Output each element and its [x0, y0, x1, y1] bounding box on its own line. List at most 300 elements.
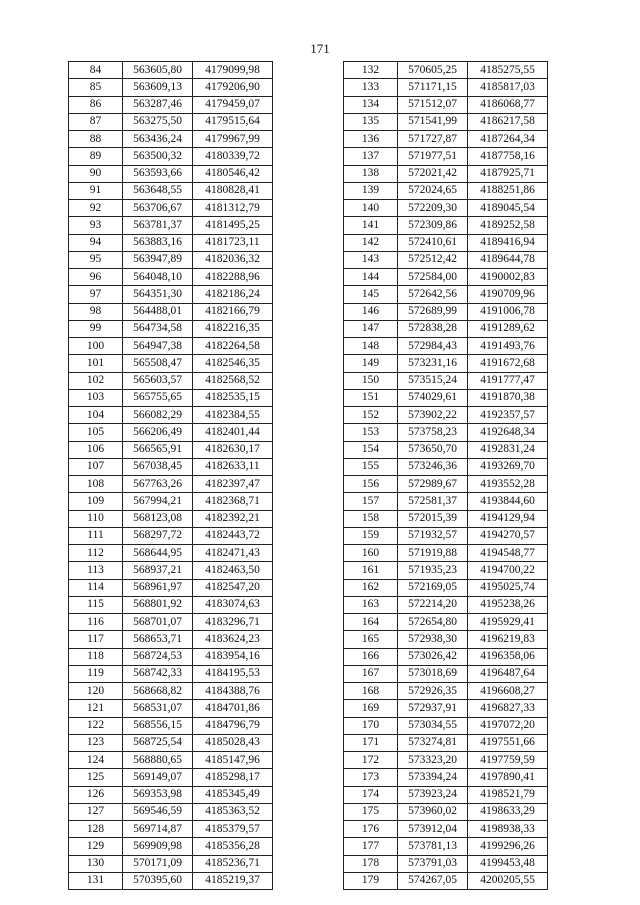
x-coordinate-cell: 568937,21 — [123, 562, 193, 579]
table-row — [69, 407, 273, 424]
x-coordinate-cell: 571935,23 — [398, 562, 468, 579]
point-number-cell: 154 — [344, 441, 398, 458]
point-number-cell: 113 — [69, 562, 123, 579]
point-number-cell: 169 — [344, 700, 398, 717]
x-coordinate-cell: 572309,86 — [398, 217, 468, 234]
point-number-cell: 157 — [344, 493, 398, 510]
y-coordinate-cell: 4185363,52 — [193, 803, 273, 820]
x-coordinate-cell: 574267,05 — [398, 872, 468, 889]
table-row — [344, 389, 548, 406]
y-coordinate-cell: 4192357,57 — [468, 407, 548, 424]
x-coordinate-cell: 568644,95 — [123, 545, 193, 562]
y-coordinate-cell: 4198938,33 — [468, 821, 548, 838]
x-coordinate-cell: 573394,24 — [398, 769, 468, 786]
x-coordinate-cell: 563287,46 — [123, 96, 193, 113]
y-coordinate-cell: 4180828,41 — [193, 182, 273, 199]
y-coordinate-cell: 4186217,58 — [468, 113, 548, 130]
table-row — [69, 217, 273, 234]
point-number-cell: 146 — [344, 303, 398, 320]
x-coordinate-cell: 571919,88 — [398, 545, 468, 562]
y-coordinate-cell: 4190709,96 — [468, 286, 548, 303]
y-coordinate-cell: 4185028,43 — [193, 734, 273, 751]
x-coordinate-cell: 571932,57 — [398, 527, 468, 544]
x-coordinate-cell: 563947,89 — [123, 251, 193, 268]
table-row — [344, 407, 548, 424]
x-coordinate-cell: 573274,81 — [398, 734, 468, 751]
x-coordinate-cell: 567038,45 — [123, 458, 193, 475]
table-row — [344, 338, 548, 355]
x-coordinate-cell: 572838,28 — [398, 320, 468, 337]
table-row — [344, 251, 548, 268]
table-row — [344, 217, 548, 234]
table-row — [69, 269, 273, 286]
table-row — [69, 200, 273, 217]
y-coordinate-cell: 4188251,86 — [468, 182, 548, 199]
table-row — [344, 200, 548, 217]
table-row — [344, 113, 548, 130]
table-row — [69, 493, 273, 510]
y-coordinate-cell: 4183954,16 — [193, 648, 273, 665]
x-coordinate-cell: 572015,39 — [398, 510, 468, 527]
x-coordinate-cell: 573034,55 — [398, 717, 468, 734]
point-number-cell: 152 — [344, 407, 398, 424]
x-coordinate-cell: 573018,69 — [398, 665, 468, 682]
y-coordinate-cell: 4184796,79 — [193, 717, 273, 734]
x-coordinate-cell: 572642,56 — [398, 286, 468, 303]
point-number-cell: 153 — [344, 424, 398, 441]
y-coordinate-cell: 4182368,71 — [193, 493, 273, 510]
y-coordinate-cell: 4193552,28 — [468, 476, 548, 493]
point-number-cell: 116 — [69, 614, 123, 631]
table-row — [344, 769, 548, 786]
page-number: 171 — [310, 41, 330, 56]
y-coordinate-cell: 4182535,15 — [193, 389, 273, 406]
table-row — [344, 79, 548, 96]
table-row — [344, 734, 548, 751]
y-coordinate-cell: 4197072,20 — [468, 717, 548, 734]
y-coordinate-cell: 4179099,98 — [193, 62, 273, 79]
x-coordinate-cell: 573323,20 — [398, 752, 468, 769]
point-number-cell: 84 — [69, 62, 123, 79]
x-coordinate-cell: 563883,16 — [123, 234, 193, 251]
point-number-cell: 95 — [69, 251, 123, 268]
point-number-cell: 107 — [69, 458, 123, 475]
point-number-cell: 176 — [344, 821, 398, 838]
point-number-cell: 151 — [344, 389, 398, 406]
y-coordinate-cell: 4182166,79 — [193, 303, 273, 320]
point-number-cell: 133 — [344, 79, 398, 96]
y-coordinate-cell: 4197759,59 — [468, 752, 548, 769]
y-coordinate-cell: 4179459,07 — [193, 96, 273, 113]
x-coordinate-cell: 563500,32 — [123, 148, 193, 165]
x-coordinate-cell: 564734,58 — [123, 320, 193, 337]
point-number-cell: 87 — [69, 113, 123, 130]
table-row — [344, 131, 548, 148]
y-coordinate-cell: 4184388,76 — [193, 683, 273, 700]
x-coordinate-cell: 573781,13 — [398, 838, 468, 855]
x-coordinate-cell: 573758,23 — [398, 424, 468, 441]
x-coordinate-cell: 572024,65 — [398, 182, 468, 199]
y-coordinate-cell: 4183074,63 — [193, 596, 273, 613]
y-coordinate-cell: 4195025,74 — [468, 579, 548, 596]
x-coordinate-cell: 572926,35 — [398, 683, 468, 700]
point-number-cell: 93 — [69, 217, 123, 234]
y-coordinate-cell: 4180546,42 — [193, 165, 273, 182]
point-number-cell: 127 — [69, 803, 123, 820]
point-number-cell: 102 — [69, 372, 123, 389]
y-coordinate-cell: 4191870,38 — [468, 389, 548, 406]
point-number-cell: 101 — [69, 355, 123, 372]
table-row — [344, 648, 548, 665]
table-row — [344, 596, 548, 613]
point-number-cell: 147 — [344, 320, 398, 337]
point-number-cell: 140 — [344, 200, 398, 217]
table-row — [69, 320, 273, 337]
point-number-cell: 112 — [69, 545, 123, 562]
y-coordinate-cell: 4179967,99 — [193, 131, 273, 148]
point-number-cell: 177 — [344, 838, 398, 855]
x-coordinate-cell: 563648,55 — [123, 182, 193, 199]
x-coordinate-cell: 573923,24 — [398, 786, 468, 803]
x-coordinate-cell: 568556,15 — [123, 717, 193, 734]
table-row — [69, 234, 273, 251]
table-row — [344, 527, 548, 544]
y-coordinate-cell: 4198521,79 — [468, 786, 548, 803]
point-number-cell: 119 — [69, 665, 123, 682]
x-coordinate-cell: 572654,80 — [398, 614, 468, 631]
point-number-cell: 150 — [344, 372, 398, 389]
table-row — [344, 476, 548, 493]
x-coordinate-cell: 567763,26 — [123, 476, 193, 493]
x-coordinate-cell: 565755,65 — [123, 389, 193, 406]
y-coordinate-cell: 4190002,83 — [468, 269, 548, 286]
table-row — [69, 614, 273, 631]
y-coordinate-cell: 4182547,20 — [193, 579, 273, 596]
x-coordinate-cell: 568801,92 — [123, 596, 193, 613]
x-coordinate-cell: 568668,82 — [123, 683, 193, 700]
x-coordinate-cell: 565508,47 — [123, 355, 193, 372]
table-row — [69, 734, 273, 751]
x-coordinate-cell: 571171,15 — [398, 79, 468, 96]
y-coordinate-cell: 4197551,66 — [468, 734, 548, 751]
y-coordinate-cell: 4182036,32 — [193, 251, 273, 268]
x-coordinate-cell: 571977,51 — [398, 148, 468, 165]
y-coordinate-cell: 4184701,86 — [193, 700, 273, 717]
point-number-cell: 118 — [69, 648, 123, 665]
x-coordinate-cell: 573650,70 — [398, 441, 468, 458]
x-coordinate-cell: 563706,67 — [123, 200, 193, 217]
point-number-cell: 164 — [344, 614, 398, 631]
x-coordinate-cell: 573246,36 — [398, 458, 468, 475]
x-coordinate-cell: 569546,59 — [123, 803, 193, 820]
point-number-cell: 174 — [344, 786, 398, 803]
y-coordinate-cell: 4185379,57 — [193, 821, 273, 838]
point-number-cell: 120 — [69, 683, 123, 700]
point-number-cell: 149 — [344, 355, 398, 372]
point-number-cell: 145 — [344, 286, 398, 303]
y-coordinate-cell: 4189416,94 — [468, 234, 548, 251]
x-coordinate-cell: 572512,42 — [398, 251, 468, 268]
table-row — [344, 355, 548, 372]
point-number-cell: 126 — [69, 786, 123, 803]
y-coordinate-cell: 4181495,25 — [193, 217, 273, 234]
x-coordinate-cell: 569714,87 — [123, 821, 193, 838]
x-coordinate-cell: 568742,33 — [123, 665, 193, 682]
y-coordinate-cell: 4182630,17 — [193, 441, 273, 458]
table-row — [69, 596, 273, 613]
y-coordinate-cell: 4185817,03 — [468, 79, 548, 96]
x-coordinate-cell: 573791,03 — [398, 855, 468, 872]
point-number-cell: 141 — [344, 217, 398, 234]
table-row — [69, 165, 273, 182]
table-row — [344, 838, 548, 855]
point-number-cell: 134 — [344, 96, 398, 113]
table-row — [344, 441, 548, 458]
x-coordinate-cell: 563436,24 — [123, 131, 193, 148]
table-row — [69, 286, 273, 303]
table-row — [344, 579, 548, 596]
table-row — [69, 665, 273, 682]
point-number-cell: 171 — [344, 734, 398, 751]
x-coordinate-cell: 563605,80 — [123, 62, 193, 79]
y-coordinate-cell: 4185356,28 — [193, 838, 273, 855]
table-row — [344, 717, 548, 734]
point-number-cell: 94 — [69, 234, 123, 251]
table-row — [344, 234, 548, 251]
y-coordinate-cell: 4199453,48 — [468, 855, 548, 872]
x-coordinate-cell: 573902,22 — [398, 407, 468, 424]
x-coordinate-cell: 568653,71 — [123, 631, 193, 648]
table-row — [344, 562, 548, 579]
y-coordinate-cell: 4191777,47 — [468, 372, 548, 389]
table-row — [69, 562, 273, 579]
table-row — [69, 251, 273, 268]
x-coordinate-cell: 563781,37 — [123, 217, 193, 234]
y-coordinate-cell: 4189644,78 — [468, 251, 548, 268]
table-row — [344, 493, 548, 510]
x-coordinate-cell: 570605,25 — [398, 62, 468, 79]
y-coordinate-cell: 4181312,79 — [193, 200, 273, 217]
y-coordinate-cell: 4189252,58 — [468, 217, 548, 234]
table-row — [344, 372, 548, 389]
point-number-cell: 161 — [344, 562, 398, 579]
y-coordinate-cell: 4187264,34 — [468, 131, 548, 148]
table-row — [69, 803, 273, 820]
table-row — [344, 320, 548, 337]
point-number-cell: 109 — [69, 493, 123, 510]
table-row — [344, 165, 548, 182]
point-number-cell: 175 — [344, 803, 398, 820]
y-coordinate-cell: 4196487,64 — [468, 665, 548, 682]
x-coordinate-cell: 573960,02 — [398, 803, 468, 820]
y-coordinate-cell: 4193269,70 — [468, 458, 548, 475]
x-coordinate-cell: 571512,07 — [398, 96, 468, 113]
x-coordinate-cell: 573231,16 — [398, 355, 468, 372]
point-number-cell: 165 — [344, 631, 398, 648]
point-number-cell: 143 — [344, 251, 398, 268]
point-number-cell: 130 — [69, 855, 123, 872]
y-coordinate-cell: 4179206,90 — [193, 79, 273, 96]
point-number-cell: 135 — [344, 113, 398, 130]
x-coordinate-cell: 568725,54 — [123, 734, 193, 751]
table-row — [69, 648, 273, 665]
y-coordinate-cell: 4192831,24 — [468, 441, 548, 458]
y-coordinate-cell: 4182471,43 — [193, 545, 273, 562]
x-coordinate-cell: 573912,04 — [398, 821, 468, 838]
x-coordinate-cell: 572209,30 — [398, 200, 468, 217]
point-number-cell: 124 — [69, 752, 123, 769]
table-row — [344, 510, 548, 527]
x-coordinate-cell: 564488,01 — [123, 303, 193, 320]
x-coordinate-cell: 573026,42 — [398, 648, 468, 665]
point-number-cell: 167 — [344, 665, 398, 682]
point-number-cell: 138 — [344, 165, 398, 182]
y-coordinate-cell: 4186068,77 — [468, 96, 548, 113]
table-row — [344, 182, 548, 199]
table-row — [344, 545, 548, 562]
table-row — [69, 62, 273, 79]
x-coordinate-cell: 572214,20 — [398, 596, 468, 613]
coordinates-table-left — [68, 61, 273, 890]
point-number-cell: 89 — [69, 148, 123, 165]
point-number-cell: 114 — [69, 579, 123, 596]
y-coordinate-cell: 4194129,94 — [468, 510, 548, 527]
point-number-cell: 121 — [69, 700, 123, 717]
x-coordinate-cell: 572410,61 — [398, 234, 468, 251]
table-row — [344, 872, 548, 889]
table-row — [69, 545, 273, 562]
table-row — [69, 769, 273, 786]
y-coordinate-cell: 4182264,58 — [193, 338, 273, 355]
table-row — [344, 303, 548, 320]
point-number-cell: 91 — [69, 182, 123, 199]
point-number-cell: 173 — [344, 769, 398, 786]
y-coordinate-cell: 4193844,60 — [468, 493, 548, 510]
x-coordinate-cell: 569909,98 — [123, 838, 193, 855]
x-coordinate-cell: 568123,08 — [123, 510, 193, 527]
y-coordinate-cell: 4184195,53 — [193, 665, 273, 682]
y-coordinate-cell: 4182443,72 — [193, 527, 273, 544]
y-coordinate-cell: 4196827,33 — [468, 700, 548, 717]
y-coordinate-cell: 4182546,35 — [193, 355, 273, 372]
table-row — [69, 182, 273, 199]
table-row — [344, 148, 548, 165]
table-row — [344, 665, 548, 682]
x-coordinate-cell: 572021,42 — [398, 165, 468, 182]
point-number-cell: 105 — [69, 424, 123, 441]
y-coordinate-cell: 4198633,29 — [468, 803, 548, 820]
point-number-cell: 179 — [344, 872, 398, 889]
table-row — [69, 389, 273, 406]
x-coordinate-cell: 568961,97 — [123, 579, 193, 596]
table-row — [69, 683, 273, 700]
y-coordinate-cell: 4185147,96 — [193, 752, 273, 769]
table-row — [344, 786, 548, 803]
table-row — [69, 872, 273, 889]
table-row — [344, 96, 548, 113]
table-row — [69, 579, 273, 596]
y-coordinate-cell: 4180339,72 — [193, 148, 273, 165]
x-coordinate-cell: 572984,43 — [398, 338, 468, 355]
x-coordinate-cell: 570171,09 — [123, 855, 193, 872]
point-number-cell: 88 — [69, 131, 123, 148]
x-coordinate-cell: 569353,98 — [123, 786, 193, 803]
x-coordinate-cell: 570395,60 — [123, 872, 193, 889]
y-coordinate-cell: 4182463,50 — [193, 562, 273, 579]
x-coordinate-cell: 572689,99 — [398, 303, 468, 320]
table-row — [69, 476, 273, 493]
point-number-cell: 178 — [344, 855, 398, 872]
point-number-cell: 123 — [69, 734, 123, 751]
point-number-cell: 162 — [344, 579, 398, 596]
point-number-cell: 168 — [344, 683, 398, 700]
y-coordinate-cell: 4195238,26 — [468, 596, 548, 613]
table-row — [344, 286, 548, 303]
x-coordinate-cell: 564947,38 — [123, 338, 193, 355]
point-number-cell: 96 — [69, 269, 123, 286]
y-coordinate-cell: 4179515,64 — [193, 113, 273, 130]
y-coordinate-cell: 4194700,22 — [468, 562, 548, 579]
table-row — [69, 148, 273, 165]
table-row — [69, 700, 273, 717]
point-number-cell: 115 — [69, 596, 123, 613]
y-coordinate-cell: 4183296,71 — [193, 614, 273, 631]
point-number-cell: 110 — [69, 510, 123, 527]
point-number-cell: 86 — [69, 96, 123, 113]
table-row — [69, 441, 273, 458]
x-coordinate-cell: 563275,50 — [123, 113, 193, 130]
table-row — [69, 424, 273, 441]
y-coordinate-cell: 4181723,11 — [193, 234, 273, 251]
point-number-cell: 122 — [69, 717, 123, 734]
point-number-cell: 158 — [344, 510, 398, 527]
point-number-cell: 139 — [344, 182, 398, 199]
x-coordinate-cell: 572581,37 — [398, 493, 468, 510]
table-row — [69, 372, 273, 389]
y-coordinate-cell: 4192648,34 — [468, 424, 548, 441]
table-row — [344, 700, 548, 717]
point-number-cell: 142 — [344, 234, 398, 251]
x-coordinate-cell: 566082,29 — [123, 407, 193, 424]
point-number-cell: 144 — [344, 269, 398, 286]
table-row — [69, 717, 273, 734]
table-row — [69, 752, 273, 769]
y-coordinate-cell: 4185298,17 — [193, 769, 273, 786]
point-number-cell: 98 — [69, 303, 123, 320]
point-number-cell: 90 — [69, 165, 123, 182]
point-number-cell: 99 — [69, 320, 123, 337]
table-row — [344, 631, 548, 648]
y-coordinate-cell: 4182397,47 — [193, 476, 273, 493]
table-row — [69, 631, 273, 648]
y-coordinate-cell: 4196358,06 — [468, 648, 548, 665]
point-number-cell: 170 — [344, 717, 398, 734]
point-number-cell: 92 — [69, 200, 123, 217]
y-coordinate-cell: 4189045,54 — [468, 200, 548, 217]
y-coordinate-cell: 4199296,26 — [468, 838, 548, 855]
table-row — [344, 855, 548, 872]
y-coordinate-cell: 4187925,71 — [468, 165, 548, 182]
y-coordinate-cell: 4194548,77 — [468, 545, 548, 562]
x-coordinate-cell: 566565,91 — [123, 441, 193, 458]
point-number-cell: 108 — [69, 476, 123, 493]
table-row — [69, 96, 273, 113]
y-coordinate-cell: 4185345,49 — [193, 786, 273, 803]
point-number-cell: 163 — [344, 596, 398, 613]
y-coordinate-cell: 4183624,23 — [193, 631, 273, 648]
x-coordinate-cell: 574029,61 — [398, 389, 468, 406]
point-number-cell: 156 — [344, 476, 398, 493]
